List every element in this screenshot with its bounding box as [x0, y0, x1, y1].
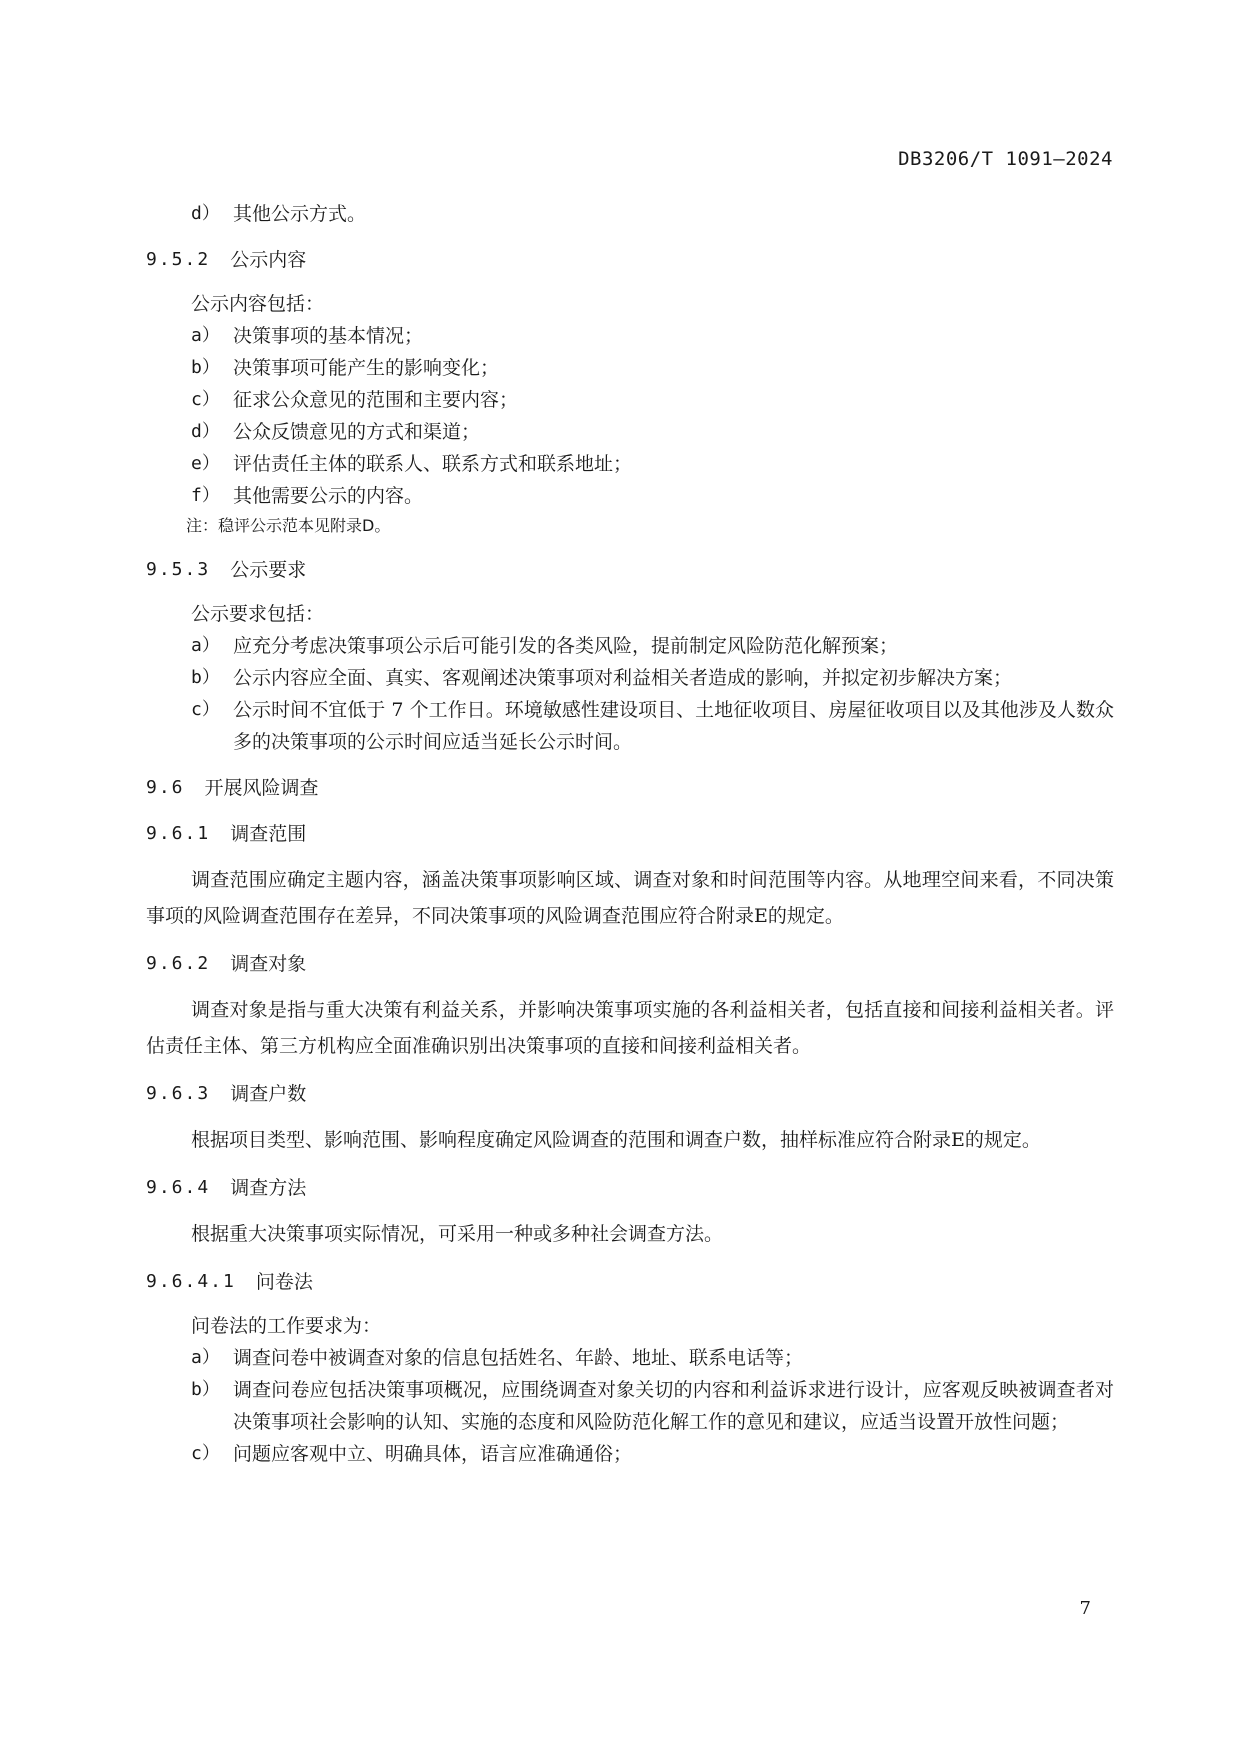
- section-number: 9.6.1: [146, 823, 211, 844]
- section-title: 开展风险调查: [204, 777, 319, 799]
- section-title: 调查户数: [230, 1083, 307, 1105]
- item-text: 其他需要公示的内容。: [233, 485, 424, 507]
- paragraph: 调查范围应确定主题内容，涵盖决策事项影响区域、调查对象和时间范围等内容。从地理空间来看，不同决策事项的风险调查范围存在差异，不同决策事项的风险调查范围应符合附录E的规定。: [146, 869, 1114, 927]
- section-title: 调查对象: [230, 953, 307, 975]
- item-text: 公示时间不宜低于 7 个工作日。环境敏感性建设项目、土地征收项目、房屋征收项目以及其他涉及人数众多的决策事项的公示时间应适当延长公示时间。: [233, 699, 1114, 753]
- list-item: [191, 1438, 1114, 1470]
- section-number: 9.5.3: [146, 559, 211, 580]
- item-label: d）: [191, 203, 220, 224]
- section-number: 9.6.4.1: [146, 1271, 236, 1292]
- item-label: a）: [191, 635, 220, 656]
- section-number: 9.5.2: [146, 249, 211, 270]
- document-number: DB3206/T 1091—2024: [898, 148, 1113, 170]
- list-item: [191, 384, 1114, 416]
- item-text: 调查问卷应包括决策事项概况，应围绕调查对象关切的内容和利益诉求进行设计，应客观反映被调查者对决策事项社会影响的认知、实施的态度和风险防范化解工作的意见和建议，应适当设置开放性问题；: [233, 1379, 1114, 1433]
- list-item: [191, 198, 1114, 230]
- section-heading-9-6-2: [146, 948, 1114, 980]
- item-text: 调查问卷中被调查对象的信息包括姓名、年龄、地址、联系电话等；: [233, 1347, 804, 1369]
- item-label: c）: [191, 1443, 220, 1464]
- item-text: 公众反馈意见的方式和渠道；: [233, 421, 481, 443]
- page-number: 7: [1079, 1598, 1091, 1619]
- item-label: e）: [191, 453, 220, 474]
- list-item: [191, 630, 1114, 662]
- section-heading-9-6-4: [146, 1172, 1114, 1204]
- section-number: 9.6.2: [146, 953, 211, 974]
- paragraph: 根据重大决策事项实际情况，可采用一种或多种社会调查方法。: [191, 1223, 724, 1245]
- item-text: 应充分考虑决策事项公示后可能引发的各类风险，提前制定风险防范化解预案；: [233, 635, 899, 657]
- item-text: 评估责任主体的联系人、联系方式和联系地址；: [233, 453, 633, 475]
- section-heading-9-6: [146, 772, 1114, 804]
- list-item: [191, 416, 1114, 448]
- item-text: 公示内容应全面、真实、客观阐述决策事项对利益相关者造成的影响，并拟定初步解决方案；: [233, 667, 1013, 689]
- section-intro: 问卷法的工作要求为：: [191, 1315, 382, 1337]
- item-text: 其他公示方式。: [233, 203, 367, 225]
- section-number: 9.6: [146, 777, 185, 798]
- section-number: 9.6.4: [146, 1177, 211, 1198]
- section-heading-9-6-1: [146, 818, 1114, 850]
- page-content: [146, 198, 1114, 1470]
- list-item: [191, 352, 1114, 384]
- list-item: [191, 448, 1114, 480]
- item-label: c）: [191, 699, 220, 720]
- item-label: b）: [191, 667, 220, 688]
- list-item: [191, 1374, 1114, 1438]
- paragraph: 根据项目类型、影响范围、影响程度确定风险调查的范围和调查户数，抽样标准应符合附录E的规定。: [191, 1129, 1041, 1151]
- item-text: 决策事项可能产生的影响变化；: [233, 357, 500, 379]
- section-heading-9-5-3: [146, 554, 1114, 586]
- item-text: 决策事项的基本情况；: [233, 325, 424, 347]
- paragraph: 调查对象是指与重大决策有利益关系，并影响决策事项实施的各利益相关者，包括直接和间接利益相关者。评估责任主体、第三方机构应全面准确识别出决策事项的直接和间接利益相关者。: [146, 999, 1114, 1057]
- section-number: 9.6.3: [146, 1083, 211, 1104]
- note: 注：稳评公示范本见附录D。: [186, 516, 391, 535]
- item-text: 问题应客观中立、明确具体，语言应准确通俗；: [233, 1443, 633, 1465]
- item-label: b）: [191, 1379, 220, 1400]
- section-intro: 公示要求包括：: [191, 603, 325, 625]
- section-heading-9-6-3: [146, 1078, 1114, 1110]
- list-item: [191, 662, 1114, 694]
- section-title: 调查方法: [230, 1177, 307, 1199]
- section-title: 公示内容: [230, 249, 307, 271]
- list-item: [191, 480, 1114, 512]
- section-heading-9-5-2: [146, 244, 1114, 276]
- item-label: a）: [191, 1347, 220, 1368]
- section-title: 问卷法: [255, 1271, 313, 1293]
- item-label: f）: [191, 485, 220, 506]
- section-heading-9-6-4-1: [146, 1266, 1114, 1298]
- list-item: [191, 1342, 1114, 1374]
- item-text: 征求公众意见的范围和主要内容；: [233, 389, 519, 411]
- item-label: c）: [191, 389, 220, 410]
- item-label: b）: [191, 357, 220, 378]
- section-title: 调查范围: [230, 823, 307, 845]
- item-label: a）: [191, 325, 220, 346]
- section-title: 公示要求: [230, 559, 307, 581]
- section-intro: 公示内容包括：: [191, 293, 325, 315]
- item-label: d）: [191, 421, 220, 442]
- list-item: [191, 320, 1114, 352]
- list-item: [191, 694, 1114, 758]
